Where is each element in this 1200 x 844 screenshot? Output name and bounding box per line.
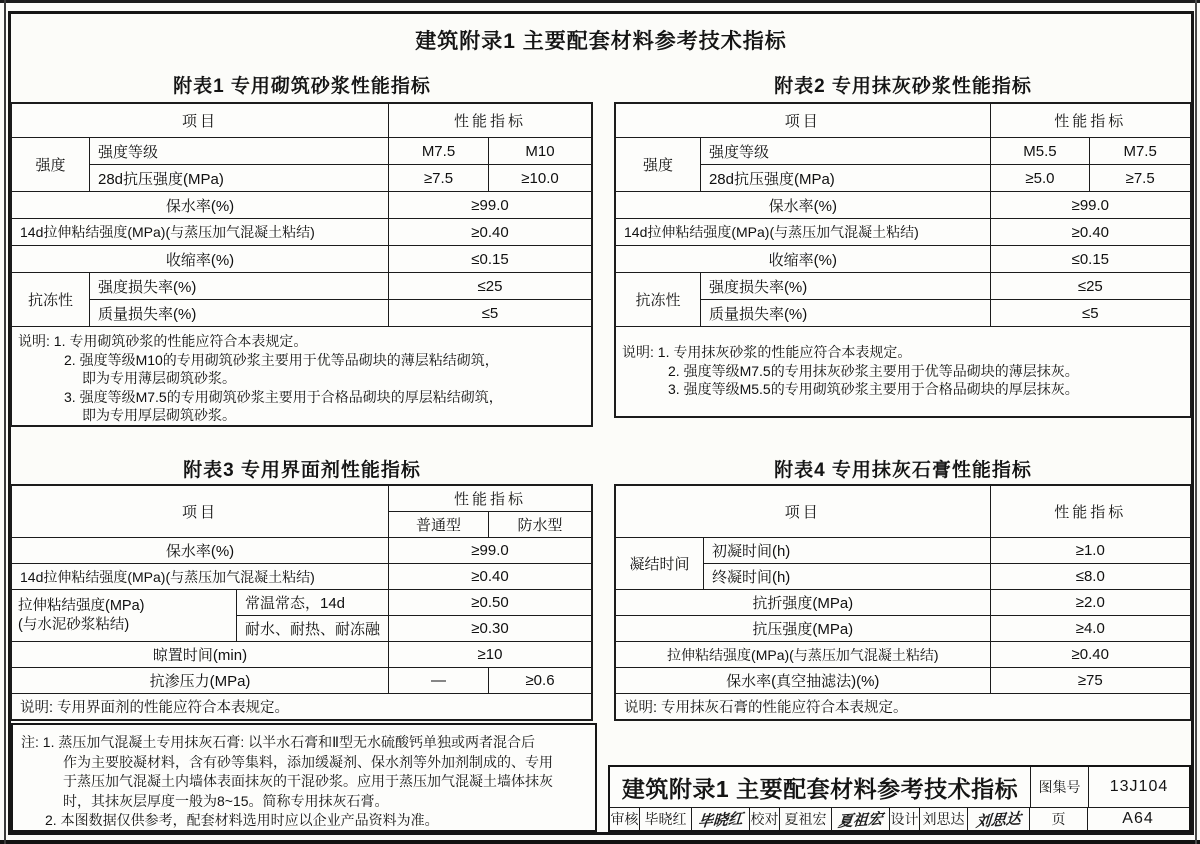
group-cell-frost: 抗冻性 (616, 273, 701, 327)
row-label: 抗渗压力(MPa) (12, 668, 389, 694)
row-value: ≥99.0 (990, 192, 1190, 219)
table4-plaster-gypsum (615, 485, 1191, 720)
table-header-row (12, 104, 592, 138)
row-label: 14d拉伸粘结强度(MPa)(与蒸压加气混凝土粘结) (12, 564, 389, 590)
table-notes-row (616, 327, 1191, 417)
title-block-bottom-row (610, 808, 1189, 830)
title-block-top-row (610, 767, 1189, 808)
row-value: ≥2.0 (990, 590, 1190, 616)
row-label: 耐水、耐热、耐冻融 (237, 616, 389, 642)
table-note: 说明: 专用抹灰石膏的性能应符合本表规定。 (616, 694, 1191, 720)
audit-signature (692, 808, 750, 830)
row-label: 质量损失率(%) (700, 300, 990, 327)
table-row (12, 138, 592, 165)
row-label: 终凝时间(h) (703, 564, 990, 590)
table-row (12, 192, 592, 219)
table-row (616, 538, 1191, 564)
design-signature (968, 808, 1030, 830)
table3-interface-agent (11, 485, 592, 720)
row-value: ≥1.0 (990, 538, 1190, 564)
note-line: 3. 强度等级M7.5的专用砌筑砂浆主要用于合格品砌块的厚层粘结砌筑， (64, 388, 503, 405)
row-value: ≥4.0 (990, 616, 1190, 642)
table-row (616, 246, 1191, 273)
row-value: — (389, 668, 489, 694)
note-line: 3. 强度等级M5.5的专用砌筑砂浆主要用于合格品砌块的厚层抹灰。 (668, 381, 1079, 397)
page-label: 页 (1030, 808, 1088, 830)
row-label: 初凝时间(h) (703, 538, 990, 564)
group-cell-tensile-bond (12, 590, 237, 642)
group-label-line2: (与水泥砂浆粘结) (18, 616, 130, 633)
row-label: 质量损失率(%) (90, 300, 389, 327)
table-row (616, 219, 1191, 246)
row-label: 抗压强度(MPa) (616, 616, 991, 642)
group-cell-frost: 抗冻性 (12, 273, 90, 327)
table-row (616, 273, 1191, 300)
row-value: ≥10 (389, 642, 592, 668)
header-type-normal: 普通型 (389, 512, 489, 538)
signature-text: 毕晓红 (697, 809, 744, 830)
row-label: 拉伸粘结强度(MPa)(与蒸压加气混凝土粘结) (616, 642, 991, 668)
row-value: ≥7.5 (1090, 165, 1191, 192)
row-label: 14d拉伸粘结强度(MPa)(与蒸压加气混凝土粘结) (12, 219, 389, 246)
row-value: M7.5 (389, 138, 489, 165)
table-row (12, 668, 592, 694)
row-value: ≤5 (389, 300, 592, 327)
row-value: ≥0.40 (990, 642, 1190, 668)
row-value: ≥99.0 (389, 538, 592, 564)
footnote-box (11, 723, 597, 832)
header-item-cell: 项目 (616, 486, 991, 538)
row-label: 强度损失率(%) (700, 273, 990, 300)
table-row (12, 219, 592, 246)
table-row (616, 668, 1191, 694)
table4-title: 附表4 专用抹灰石膏性能指标 (774, 460, 1032, 481)
table-row (12, 590, 592, 616)
group-cell-setting-time: 凝结时间 (616, 538, 704, 590)
note-line: 说明: 1. 专用砌筑砂浆的性能应符合本表规定。 (18, 333, 308, 349)
row-value: ≥0.30 (389, 616, 592, 642)
design-label: 设计 (890, 808, 920, 830)
row-value: ≥0.40 (990, 219, 1190, 246)
row-value: ≥75 (990, 668, 1190, 694)
design-name: 刘思达 (920, 808, 968, 830)
row-label: 收缩率(%) (616, 246, 991, 273)
row-label: 保水率(%) (616, 192, 991, 219)
row-value: ≥0.50 (389, 590, 592, 616)
table-row (12, 642, 592, 668)
table-row (616, 300, 1191, 327)
table-row (12, 300, 592, 327)
drawing-frame (8, 11, 1194, 835)
table-row (12, 246, 592, 273)
row-value: ≥7.5 (389, 165, 489, 192)
row-value: ≤25 (990, 273, 1190, 300)
row-label: 抗折强度(MPa) (616, 590, 991, 616)
note-line: 即为专用厚层砌筑砂浆。 (82, 407, 236, 423)
note-line: 说明: 1. 专用抹灰砂浆的性能应符合本表规定。 (622, 344, 912, 360)
table-row (12, 165, 592, 192)
row-value: ≤0.15 (990, 246, 1190, 273)
table1-masonry-mortar (11, 103, 592, 426)
row-value: ≥0.40 (389, 564, 592, 590)
table-row (616, 642, 1191, 668)
header-index-cell: 性能指标 (990, 486, 1190, 538)
header-index-cell: 性能指标 (990, 104, 1190, 138)
table-row (12, 273, 592, 300)
proofread-label: 校对 (750, 808, 780, 830)
header-type-waterproof: 防水型 (489, 512, 592, 538)
table1-title: 附表1 专用砌筑砂浆性能指标 (173, 76, 431, 97)
row-value: ≤25 (389, 273, 592, 300)
row-label: 保水率(%) (12, 192, 389, 219)
signature-text: 夏祖宏 (837, 809, 884, 830)
scan-edge-top (0, 0, 1200, 3)
atlas-number-value: 13J104 (1109, 778, 1169, 795)
row-value: M10 (489, 138, 592, 165)
title-block (608, 765, 1191, 832)
footnote-line: 时，其抹灰层厚度一般为8~15。简称专用抹灰石膏。 (63, 792, 389, 809)
proofread-name: 夏祖宏 (780, 808, 832, 830)
row-value: ≥5.0 (990, 165, 1090, 192)
audit-name: 毕晓红 (640, 808, 692, 830)
table-row (616, 165, 1191, 192)
table-notes-row (12, 694, 592, 720)
table-notes-row (616, 694, 1191, 720)
signature-text: 刘思达 (975, 809, 1022, 830)
note-line: 2. 强度等级M7.5的专用抹灰砂浆主要用于优等品砌块的薄层抹灰。 (668, 362, 1079, 379)
scan-edge-right (1195, 0, 1197, 844)
row-label: 强度等级 (90, 138, 389, 165)
table-header-row (12, 486, 592, 512)
header-item-cell: 项目 (12, 486, 389, 538)
page-title: 建筑附录1 主要配套材料参考技术指标 (415, 30, 787, 53)
table-row (12, 538, 592, 564)
row-label: 保水率(真空抽滤法)(%) (616, 668, 991, 694)
table-notes (12, 327, 592, 426)
header-item-cell: 项目 (616, 104, 991, 138)
footnote-line: 作为主要胶凝材料，含有砂等集料，添加缓凝剂、保水剂等外加剂制成的、专用 (63, 753, 553, 770)
table2-title: 附表2 专用抹灰砂浆性能指标 (774, 76, 1032, 97)
table-notes (616, 327, 1191, 417)
note-line: 2. 强度等级M10的专用砌筑砂浆主要用于优等品砌块的薄层粘结砌筑， (64, 351, 499, 368)
row-label: 强度损失率(%) (90, 273, 389, 300)
table-row (616, 138, 1191, 165)
row-label: 28d抗压强度(MPa) (700, 165, 990, 192)
note-line: 即为专用薄层砌筑砂浆。 (82, 370, 236, 386)
group-cell-strength: 强度 (616, 138, 701, 192)
row-value: ≥0.40 (389, 219, 592, 246)
row-value: M5.5 (990, 138, 1090, 165)
footnote-line: 于蒸压加气混凝土内墙体表面抹灰的干混砂浆。应用于蒸压加气混凝土墙体抹灰 (63, 773, 553, 789)
row-value: ≤5 (990, 300, 1190, 327)
table3-title: 附表3 专用界面剂性能指标 (183, 460, 421, 481)
audit-label: 审核 (610, 808, 640, 830)
footnote-line: 注: 1. 蒸压加气混凝土专用抹灰石膏: 以半水石膏和Ⅱ型无水硫酸钙单独或两者混合后 (21, 734, 536, 750)
page-number: A64 (1122, 810, 1154, 827)
table-row (616, 590, 1191, 616)
group-cell-strength: 强度 (12, 138, 90, 192)
table-header-row (616, 486, 1191, 538)
row-label: 常温常态，14d (237, 590, 389, 616)
table2-plaster-mortar (615, 103, 1191, 417)
row-label: 强度等级 (700, 138, 990, 165)
group-label-line1: 拉伸粘结强度(MPa) (18, 597, 145, 614)
row-value: ≥10.0 (489, 165, 592, 192)
row-value: ≥0.6 (489, 668, 592, 694)
row-label: 14d拉伸粘结强度(MPa)(与蒸压加气混凝土粘结) (616, 219, 991, 246)
table-note: 说明: 专用界面剂的性能应符合本表规定。 (12, 694, 592, 720)
header-index-cell: 性能指标 (389, 104, 592, 138)
scan-edge-bottom (0, 840, 1200, 844)
row-value: ≥99.0 (389, 192, 592, 219)
table-row (616, 192, 1191, 219)
row-label: 保水率(%) (12, 538, 389, 564)
table-row (12, 564, 592, 590)
header-item-cell: 项目 (12, 104, 389, 138)
row-value: ≤0.15 (389, 246, 592, 273)
row-value: M7.5 (1090, 138, 1191, 165)
footnote-line: 2. 本图数据仅供参考，配套材料选用时应以企业产品资料为准。 (45, 812, 439, 828)
row-value: ≤8.0 (990, 564, 1190, 590)
atlas-number-label: 图集号 (1031, 767, 1089, 807)
header-index-cell: 性能指标 (389, 486, 592, 512)
row-label: 收缩率(%) (12, 246, 389, 273)
scan-edge-left (4, 0, 6, 844)
row-label: 晾置时间(min) (12, 642, 389, 668)
proofread-signature (832, 808, 890, 830)
table-notes-row (12, 327, 592, 426)
title-block-title: 建筑附录1 主要配套材料参考技术指标 (610, 767, 1031, 807)
row-label: 28d抗压强度(MPa) (90, 165, 389, 192)
table-header-row (616, 104, 1191, 138)
table-row (616, 616, 1191, 642)
